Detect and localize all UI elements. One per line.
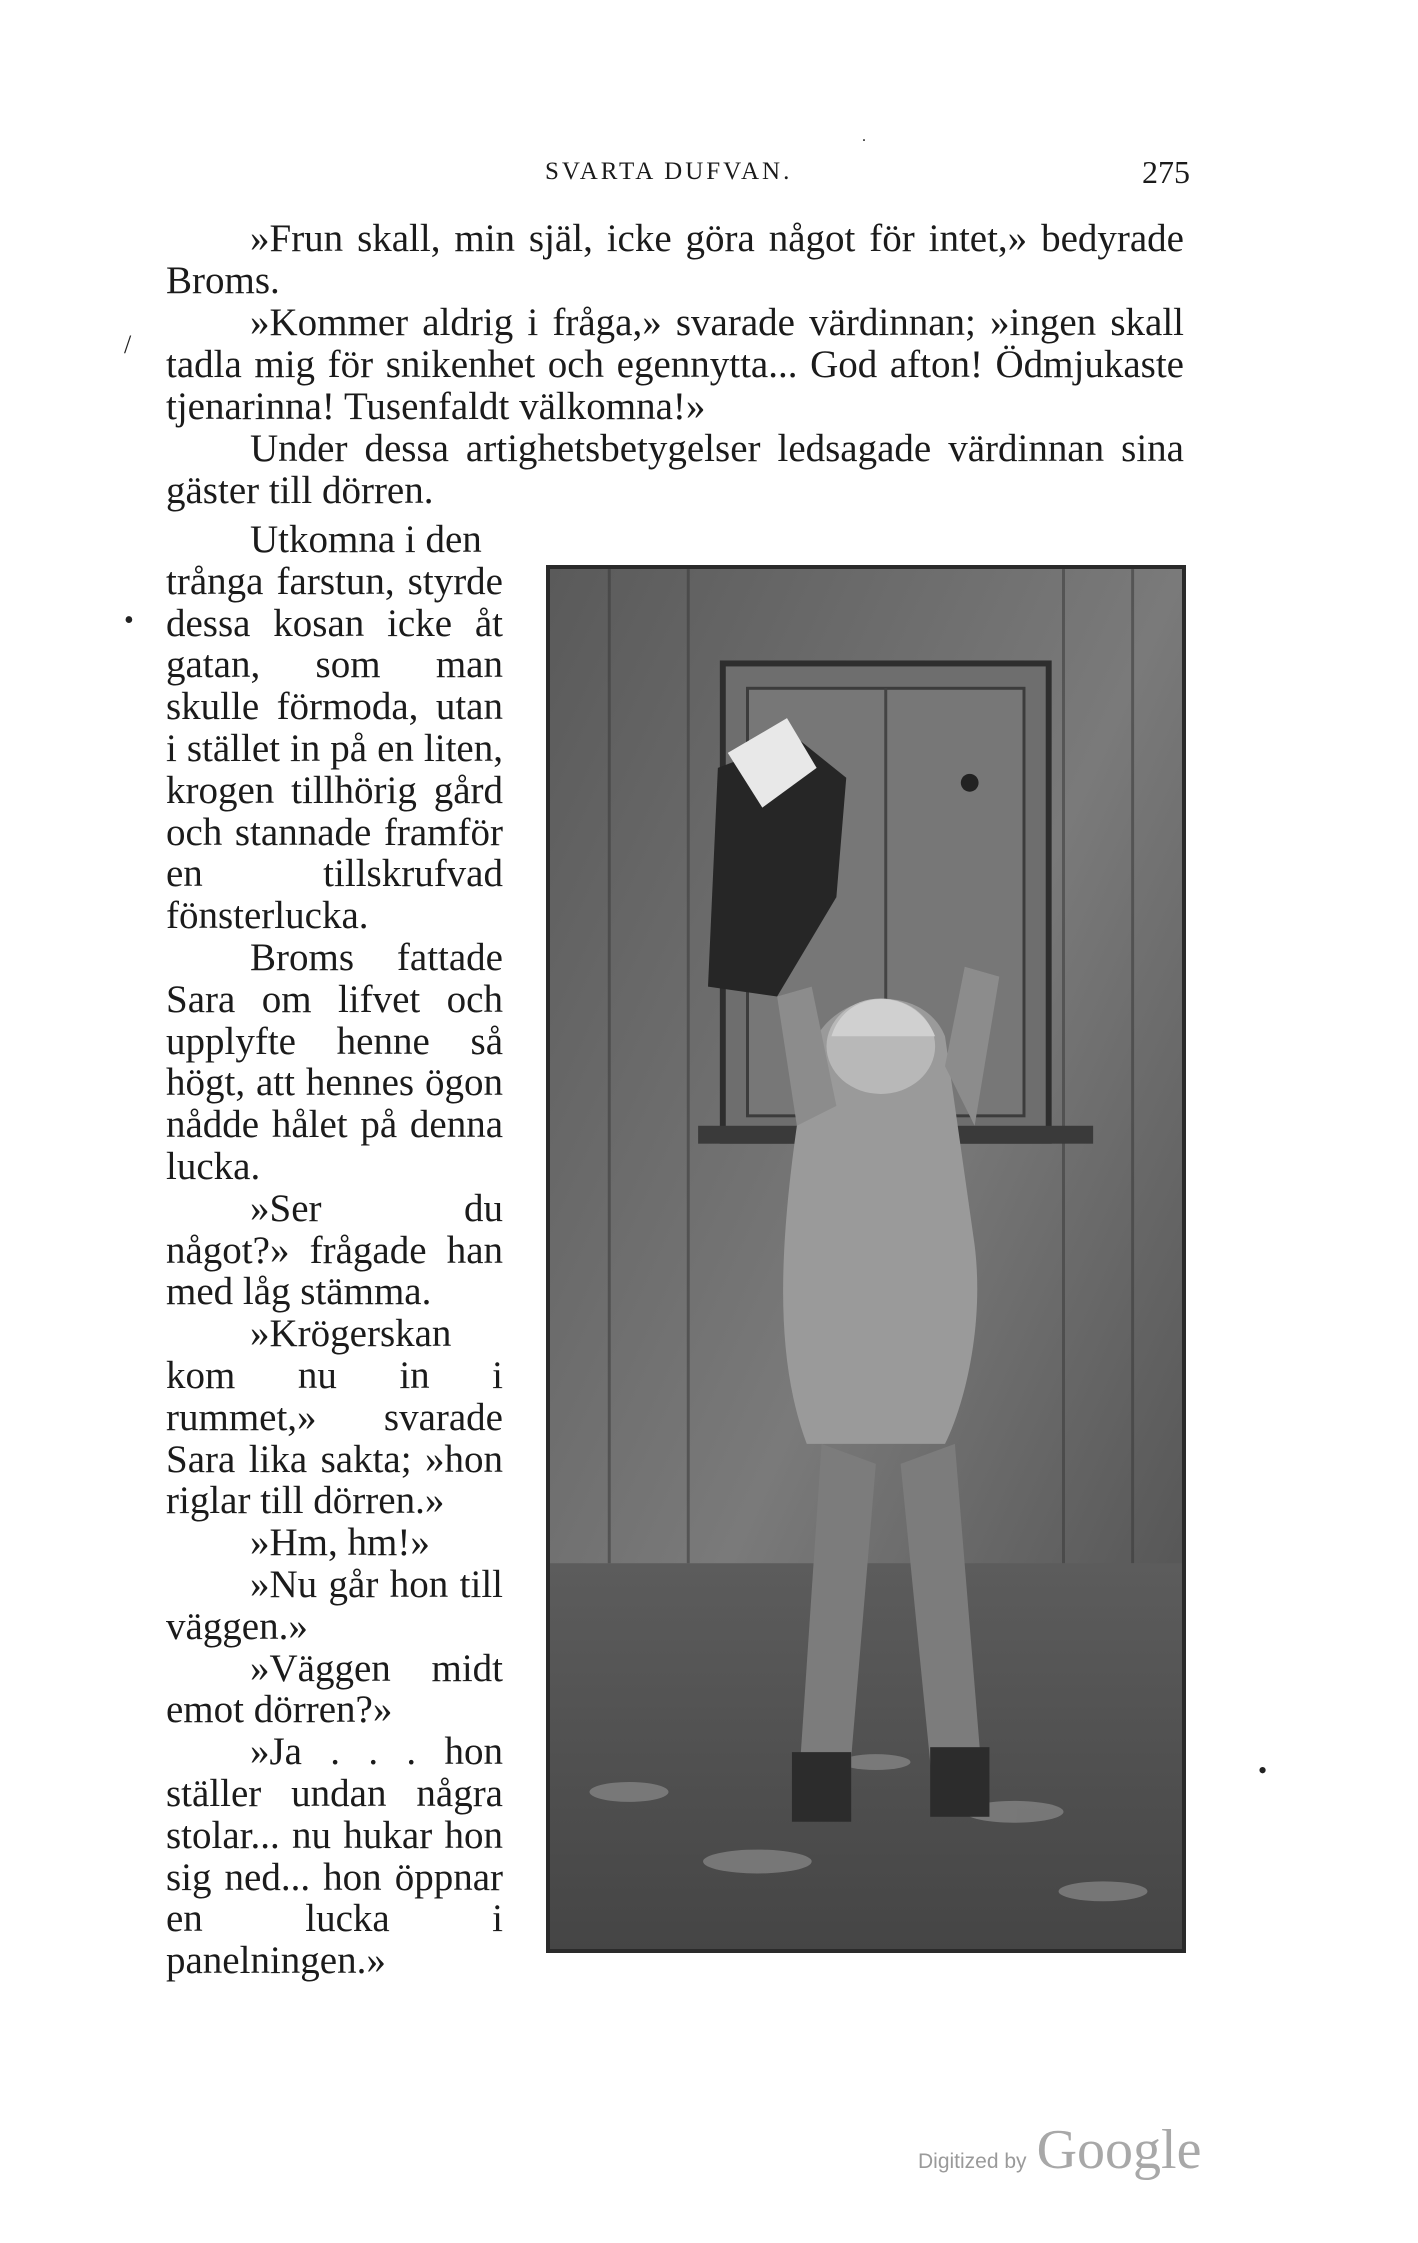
paragraph: »Kommer aldrig i fråga,» svarade värdinnan; »ingen skall tadla mig för snikenhet och egennytta... God afton! Ödmjukaste tjenarinna! Tusenfaldt välkomna!»: [166, 301, 1184, 428]
stray-mark: .: [862, 128, 866, 145]
running-head: [150, 156, 1190, 196]
paragraph: Under dessa artighetsbetygelser ledsagade värdinnan sina gäster till dörren.: [166, 427, 1184, 512]
digitized-by-watermark: [918, 2118, 1202, 2181]
illustration-drawing: [550, 569, 1182, 1949]
paragraph: »Ser du något?» frågade han med låg stämma.: [166, 1186, 503, 1314]
paragraph: trånga farstun, styrde dessa kosan icke åt gatan, som man skulle förmoda, utan i stället in på en liten, krogen tillhörig gård och stannade framför en tillskrufvad fönsterlucka.: [166, 559, 503, 938]
stray-mark: •: [124, 605, 134, 636]
engraving-illustration: [546, 565, 1186, 1953]
google-logo: Google: [1036, 2119, 1202, 2181]
running-title: SVARTA DUFVAN.: [545, 158, 793, 185]
top-text-block: [166, 218, 1184, 512]
page-number: 275: [1142, 154, 1190, 190]
stray-mark: •: [1258, 1756, 1268, 1785]
paragraph: »Nu går hon till väggen.»: [166, 1562, 503, 1648]
paragraph: »Frun skall, min själ, icke göra något för intet,» bedyrade Broms.: [166, 217, 1184, 302]
paragraph: »Krögerskan kom nu in i rummet,» svarade Sara lika sakta; »hon riglar till dörren.»: [166, 1312, 503, 1523]
paragraph: Utkomna i den: [250, 518, 482, 561]
stray-mark: /: [124, 330, 132, 359]
paragraph: »Hm, hm!»: [250, 1521, 430, 1565]
paragraph: »Väggen midt emot dörren?»: [166, 1646, 503, 1732]
side-text-column: [166, 519, 503, 1982]
paragraph: Broms fattade Sara om lifvet och upplyfte henne så högt, att hennes ögon nådde hålet på denna lucka.: [166, 935, 503, 1188]
digitized-label: Digitized by: [918, 2150, 1027, 2173]
paragraph: »Ja . . . hon ställer undan några stolar... nu hukar hon sig ned... hon öppnar en lucka i panelningen.»: [166, 1730, 503, 1983]
